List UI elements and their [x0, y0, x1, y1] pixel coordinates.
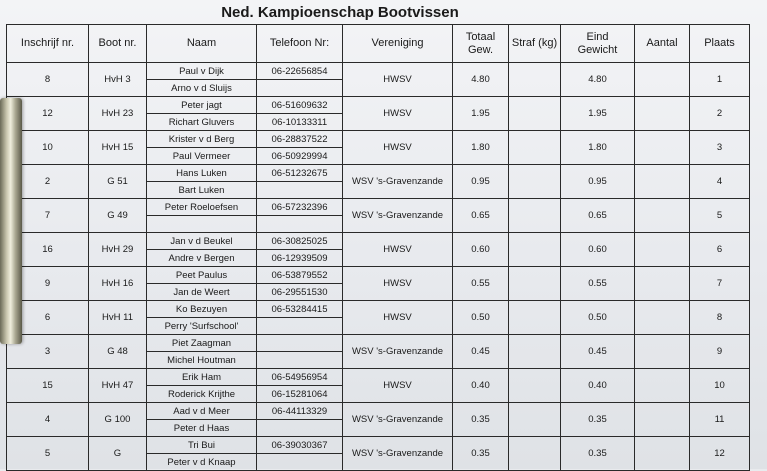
- phone-cell: 06-54956954: [257, 369, 343, 386]
- phone-cell: 06-15281064: [257, 386, 343, 403]
- eind-cell: 1.95: [561, 97, 635, 131]
- vereniging-cell: HWSV: [343, 267, 453, 301]
- header-boot: Boot nr.: [89, 25, 147, 63]
- inschrijf-cell: 8: [7, 63, 89, 97]
- straf-cell: [509, 301, 561, 335]
- eind-cell: 0.35: [561, 437, 635, 471]
- plaats-cell: 6: [690, 233, 750, 267]
- name-cell: Tri Bui: [147, 437, 257, 454]
- binder-clip: [0, 98, 22, 344]
- boot-cell: G 49: [89, 199, 147, 233]
- boot-cell: HvH 47: [89, 369, 147, 403]
- header-vereniging: Vereniging: [343, 25, 453, 63]
- table-row: [7, 233, 750, 250]
- totaal-cell: 0.65: [453, 199, 509, 233]
- totaal-cell: 0.40: [453, 369, 509, 403]
- straf-cell: [509, 403, 561, 437]
- header-inschrijf: Inschrijf nr.: [7, 25, 89, 63]
- name-cell: Aad v d Meer: [147, 403, 257, 420]
- vereniging-cell: HWSV: [343, 233, 453, 267]
- phone-cell: 06-44113329: [257, 403, 343, 420]
- name-cell: Erik Ham: [147, 369, 257, 386]
- straf-cell: [509, 165, 561, 199]
- totaal-cell: 0.45: [453, 335, 509, 369]
- plaats-cell: 12: [690, 437, 750, 471]
- totaal-cell: 0.95: [453, 165, 509, 199]
- straf-cell: [509, 267, 561, 301]
- totaal-cell: 0.50: [453, 301, 509, 335]
- inschrijf-cell: 9: [7, 267, 89, 301]
- name-cell: Bart Luken: [147, 182, 257, 199]
- totaal-cell: 1.95: [453, 97, 509, 131]
- plaats-cell: 5: [690, 199, 750, 233]
- header-aantal: Aantal: [635, 25, 690, 63]
- boot-cell: G 48: [89, 335, 147, 369]
- eind-cell: 0.55: [561, 267, 635, 301]
- straf-cell: [509, 131, 561, 165]
- phone-cell: 06-30825025: [257, 233, 343, 250]
- document-title: Ned. Kampioenschap Bootvissen: [221, 4, 459, 21]
- boot-cell: HvH 16: [89, 267, 147, 301]
- name-cell: Piet Zaagman: [147, 335, 257, 352]
- vereniging-cell: HWSV: [343, 369, 453, 403]
- table-row: [7, 97, 750, 114]
- name-cell: Perry 'Surfschool': [147, 318, 257, 335]
- phone-cell: 06-57232396: [257, 199, 343, 216]
- straf-cell: [509, 199, 561, 233]
- table-row: [7, 267, 750, 284]
- phone-cell: 06-53284415: [257, 301, 343, 318]
- boot-cell: HvH 23: [89, 97, 147, 131]
- phone-cell: [257, 216, 343, 233]
- table-row: [7, 165, 750, 182]
- boot-cell: G 51: [89, 165, 147, 199]
- phone-cell: 06-51609632: [257, 97, 343, 114]
- name-cell: Peet Paulus: [147, 267, 257, 284]
- plaats-cell: 7: [690, 267, 750, 301]
- totaal-cell: 0.35: [453, 437, 509, 471]
- eind-cell: 0.35: [561, 403, 635, 437]
- results-table: [6, 24, 750, 471]
- phone-cell: 06-22656854: [257, 63, 343, 80]
- header-straf: Straf (kg): [509, 25, 561, 63]
- vereniging-cell: HWSV: [343, 97, 453, 131]
- name-cell: Hans Luken: [147, 165, 257, 182]
- aantal-cell: [635, 369, 690, 403]
- aantal-cell: [635, 233, 690, 267]
- eind-cell: 4.80: [561, 63, 635, 97]
- aantal-cell: [635, 97, 690, 131]
- header-naam: Naam: [147, 25, 257, 63]
- straf-cell: [509, 233, 561, 267]
- phone-cell: [257, 335, 343, 352]
- totaal-cell: 4.80: [453, 63, 509, 97]
- plaats-cell: 10: [690, 369, 750, 403]
- name-cell: Richart Gluvers: [147, 114, 257, 131]
- inschrijf-cell: 2: [7, 165, 89, 199]
- phone-cell: [257, 420, 343, 437]
- name-cell: Andre v Bergen: [147, 250, 257, 267]
- phone-cell: 06-10133311: [257, 114, 343, 131]
- inschrijf-cell: 3: [7, 335, 89, 369]
- header-totaal-line1: Totaal: [465, 30, 496, 43]
- boot-cell: HvH 15: [89, 131, 147, 165]
- aantal-cell: [635, 335, 690, 369]
- vereniging-cell: WSV 's-Gravenzande: [343, 199, 453, 233]
- phone-cell: 06-29551530: [257, 284, 343, 301]
- table-row: [7, 369, 750, 386]
- eind-cell: 0.65: [561, 199, 635, 233]
- table-row: [7, 335, 750, 352]
- plaats-cell: 4: [690, 165, 750, 199]
- vereniging-cell: WSV 's-Gravenzande: [343, 335, 453, 369]
- inschrijf-cell: 16: [7, 233, 89, 267]
- totaal-cell: 0.35: [453, 403, 509, 437]
- name-cell: Jan v d Beukel: [147, 233, 257, 250]
- header-totaal-line2: Gew.: [467, 43, 494, 56]
- aantal-cell: [635, 131, 690, 165]
- results-body: [7, 63, 750, 471]
- vereniging-cell: HWSV: [343, 131, 453, 165]
- eind-cell: 0.60: [561, 233, 635, 267]
- inschrijf-cell: 5: [7, 437, 89, 471]
- inschrijf-cell: 15: [7, 369, 89, 403]
- inschrijf-cell: 6: [7, 301, 89, 335]
- inschrijf-cell: 12: [7, 97, 89, 131]
- table-row: [7, 131, 750, 148]
- boot-cell: G 100: [89, 403, 147, 437]
- table-row: [7, 199, 750, 216]
- aantal-cell: [635, 63, 690, 97]
- name-cell: Krister v d Berg: [147, 131, 257, 148]
- name-cell: Ko Bezuyen: [147, 301, 257, 318]
- name-cell: Peter Roeloefsen: [147, 199, 257, 216]
- phone-cell: 06-12939509: [257, 250, 343, 267]
- aantal-cell: [635, 267, 690, 301]
- vereniging-cell: HWSV: [343, 63, 453, 97]
- name-cell: Jan de Weert: [147, 284, 257, 301]
- plaats-cell: 11: [690, 403, 750, 437]
- phone-cell: [257, 80, 343, 97]
- straf-cell: [509, 369, 561, 403]
- totaal-cell: 0.60: [453, 233, 509, 267]
- name-cell: Paul v Dijk: [147, 63, 257, 80]
- aantal-cell: [635, 437, 690, 471]
- header-eind-line2: Gewicht: [577, 43, 618, 56]
- eind-cell: 0.40: [561, 369, 635, 403]
- eind-cell: 1.80: [561, 131, 635, 165]
- straf-cell: [509, 63, 561, 97]
- name-cell: Roderick Krijthe: [147, 386, 257, 403]
- inschrijf-cell: 4: [7, 403, 89, 437]
- name-cell: Peter jagt: [147, 97, 257, 114]
- phone-cell: 06-51232675: [257, 165, 343, 182]
- aantal-cell: [635, 165, 690, 199]
- plaats-cell: 9: [690, 335, 750, 369]
- header-plaats: Plaats: [690, 25, 750, 63]
- boot-cell: HvH 11: [89, 301, 147, 335]
- header-row: [7, 25, 750, 63]
- straf-cell: [509, 335, 561, 369]
- name-cell: Arno v d Sluijs: [147, 80, 257, 97]
- phone-cell: [257, 352, 343, 369]
- table-row: [7, 403, 750, 420]
- totaal-cell: 1.80: [453, 131, 509, 165]
- boot-cell: G: [89, 437, 147, 471]
- straf-cell: [509, 97, 561, 131]
- totaal-cell: 0.55: [453, 267, 509, 301]
- eind-cell: 0.95: [561, 165, 635, 199]
- plaats-cell: 3: [690, 131, 750, 165]
- name-cell: Peter d Haas: [147, 420, 257, 437]
- plaats-cell: 2: [690, 97, 750, 131]
- header-eind-line1: Eind: [586, 30, 609, 43]
- boot-cell: HvH 29: [89, 233, 147, 267]
- phone-cell: 06-53879552: [257, 267, 343, 284]
- inschrijf-cell: 7: [7, 199, 89, 233]
- straf-cell: [509, 437, 561, 471]
- vereniging-cell: WSV 's-Gravenzande: [343, 437, 453, 471]
- vereniging-cell: WSV 's-Gravenzande: [343, 165, 453, 199]
- phone-cell: [257, 182, 343, 199]
- header-telefoon: Telefoon Nr:: [257, 25, 343, 63]
- name-cell: Paul Vermeer: [147, 148, 257, 165]
- table-row: [7, 63, 750, 80]
- eind-cell: 0.50: [561, 301, 635, 335]
- aantal-cell: [635, 301, 690, 335]
- boot-cell: HvH 3: [89, 63, 147, 97]
- vereniging-cell: HWSV: [343, 301, 453, 335]
- table-row: [7, 437, 750, 454]
- aantal-cell: [635, 199, 690, 233]
- inschrijf-cell: 10: [7, 131, 89, 165]
- aantal-cell: [635, 403, 690, 437]
- header-eind: [561, 25, 635, 63]
- eind-cell: 0.45: [561, 335, 635, 369]
- phone-cell: 06-39030367: [257, 437, 343, 454]
- vereniging-cell: WSV 's-Gravenzande: [343, 403, 453, 437]
- header-totaal: [453, 25, 509, 63]
- phone-cell: [257, 454, 343, 471]
- phone-cell: [257, 318, 343, 335]
- name-cell: Peter v d Knaap: [147, 454, 257, 471]
- phone-cell: 06-50929994: [257, 148, 343, 165]
- plaats-cell: 8: [690, 301, 750, 335]
- name-cell: Michel Houtman: [147, 352, 257, 369]
- plaats-cell: 1: [690, 63, 750, 97]
- name-cell: [147, 216, 257, 233]
- table-row: [7, 301, 750, 318]
- phone-cell: 06-28837522: [257, 131, 343, 148]
